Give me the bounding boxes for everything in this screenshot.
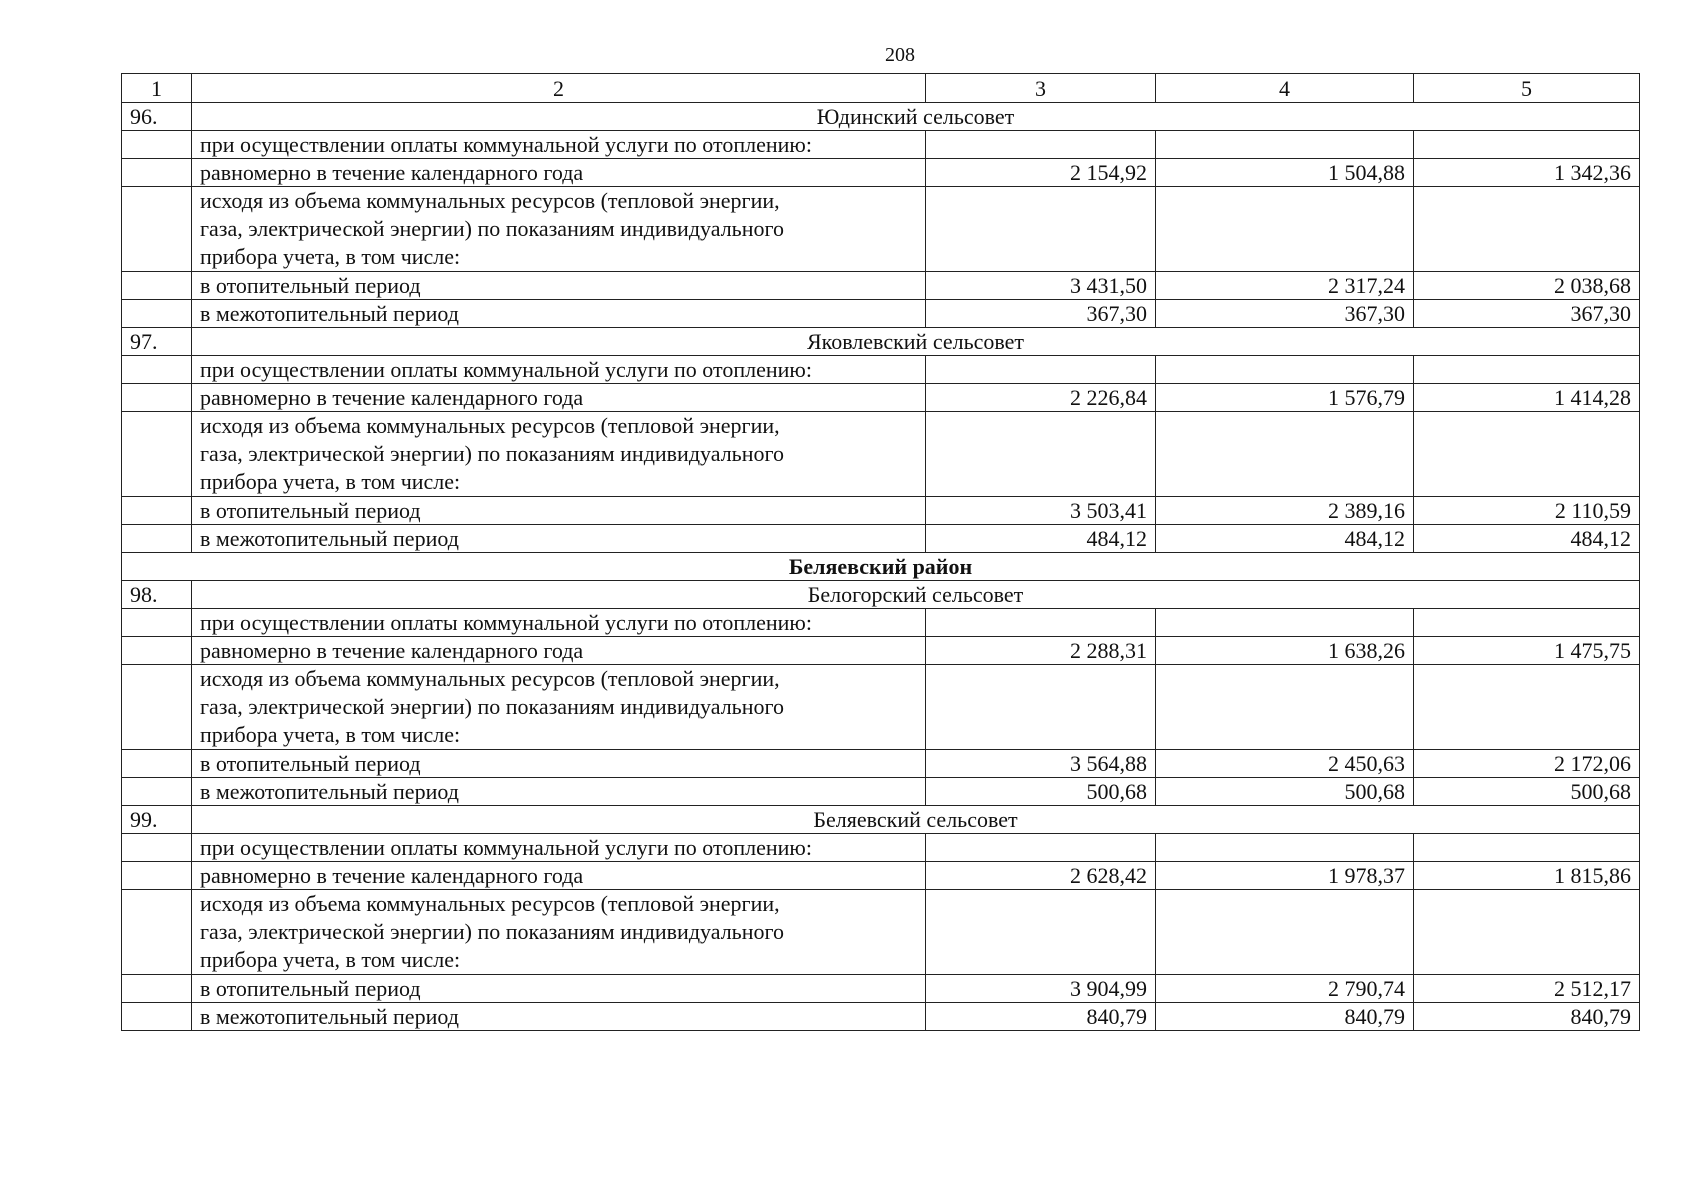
row-number-empty	[122, 637, 192, 665]
district-header-row	[122, 553, 1640, 581]
value-cell-empty	[1414, 187, 1640, 272]
value-cell: 500,68	[1414, 778, 1640, 806]
by-meter-row	[122, 412, 1640, 497]
row-label-multiline	[192, 187, 926, 272]
value-cell-empty	[1156, 412, 1414, 497]
value-cell: 1 414,28	[1414, 384, 1640, 412]
value-cell: 1 978,37	[1156, 862, 1414, 890]
row-number-empty	[122, 778, 192, 806]
value-cell: 840,79	[926, 1003, 1156, 1031]
row-label: в межотопительный период	[192, 300, 926, 328]
value-cell: 2 450,63	[1156, 750, 1414, 778]
value-cell: 3 564,88	[926, 750, 1156, 778]
section-title: Юдинский сельсовет	[192, 103, 1640, 131]
row-label-multiline	[192, 412, 926, 497]
value-cell: 840,79	[1414, 1003, 1640, 1031]
section-number: 96.	[122, 103, 192, 131]
value-cell-empty	[1156, 609, 1414, 637]
district-title: Беляевский район	[122, 553, 1640, 581]
value-cell-empty	[1414, 890, 1640, 975]
value-cell: 3 503,41	[926, 497, 1156, 525]
row-label: равномерно в течение календарного года	[192, 384, 926, 412]
value-cell: 2 172,06	[1414, 750, 1640, 778]
row-label: равномерно в течение календарного года	[192, 862, 926, 890]
value-cell: 367,30	[1156, 300, 1414, 328]
row-label: равномерно в течение календарного года	[192, 159, 926, 187]
heating-period-row	[122, 272, 1640, 300]
section-number: 97.	[122, 328, 192, 356]
value-cell: 367,30	[926, 300, 1156, 328]
value-cell: 1 342,36	[1414, 159, 1640, 187]
section-title: Беляевский сельсовет	[192, 806, 1640, 834]
value-cell-empty	[1156, 834, 1414, 862]
row-label-line: исходя из объема коммунальных ресурсов (тепловой энергии,	[200, 666, 780, 691]
header-col-1: 1	[122, 74, 192, 103]
evenly-row	[122, 862, 1640, 890]
section-number: 98.	[122, 581, 192, 609]
row-number-empty	[122, 890, 192, 975]
value-cell: 2 226,84	[926, 384, 1156, 412]
row-label-line: газа, электрической энергии) по показаниям индивидуального	[200, 216, 784, 241]
row-label: при осуществлении оплаты коммунальной услуги по отоплению:	[192, 131, 926, 159]
value-cell: 484,12	[926, 525, 1156, 553]
value-cell-empty	[1156, 890, 1414, 975]
evenly-row	[122, 637, 1640, 665]
row-label: при осуществлении оплаты коммунальной услуги по отоплению:	[192, 609, 926, 637]
row-label: в отопительный период	[192, 497, 926, 525]
row-label-line: прибора учета, в том числе:	[200, 469, 461, 494]
value-cell: 1 638,26	[1156, 637, 1414, 665]
row-number-empty	[122, 497, 192, 525]
row-label: равномерно в течение календарного года	[192, 637, 926, 665]
row-label-multiline	[192, 665, 926, 750]
table-header-row	[122, 74, 1640, 103]
value-cell: 3 431,50	[926, 272, 1156, 300]
row-number-empty	[122, 1003, 192, 1031]
payment-intro-row	[122, 356, 1640, 384]
row-label: в межотопительный период	[192, 1003, 926, 1031]
value-cell: 840,79	[1156, 1003, 1414, 1031]
section-header-row	[122, 103, 1640, 131]
header-col-2: 2	[192, 74, 926, 103]
value-cell-empty	[1414, 412, 1640, 497]
row-label-line: прибора учета, в том числе:	[200, 722, 461, 747]
row-label-line: прибора учета, в том числе:	[200, 947, 461, 972]
heating-period-row	[122, 750, 1640, 778]
value-cell: 2 628,42	[926, 862, 1156, 890]
value-cell: 1 475,75	[1414, 637, 1640, 665]
header-col-5: 5	[1414, 74, 1640, 103]
row-number-empty	[122, 300, 192, 328]
by-meter-row	[122, 187, 1640, 272]
value-cell-empty	[1156, 131, 1414, 159]
row-number-empty	[122, 525, 192, 553]
payment-intro-row	[122, 834, 1640, 862]
header-col-4: 4	[1156, 74, 1414, 103]
value-cell-empty	[1414, 834, 1640, 862]
row-label: в межотопительный период	[192, 525, 926, 553]
tariff-table	[121, 73, 1640, 1031]
value-cell: 2 038,68	[1414, 272, 1640, 300]
payment-intro-row	[122, 609, 1640, 637]
row-number-empty	[122, 609, 192, 637]
value-cell-empty	[926, 356, 1156, 384]
value-cell-empty	[1414, 609, 1640, 637]
value-cell: 2 154,92	[926, 159, 1156, 187]
section-number: 99.	[122, 806, 192, 834]
value-cell: 1 504,88	[1156, 159, 1414, 187]
section-header-row	[122, 806, 1640, 834]
value-cell-empty	[926, 131, 1156, 159]
section-title: Белогорский сельсовет	[192, 581, 1640, 609]
heating-period-row	[122, 497, 1640, 525]
row-label-line: исходя из объема коммунальных ресурсов (тепловой энергии,	[200, 891, 780, 916]
row-number-empty	[122, 131, 192, 159]
value-cell-empty	[926, 665, 1156, 750]
by-meter-row	[122, 665, 1640, 750]
value-cell: 2 790,74	[1156, 975, 1414, 1003]
value-cell: 3 904,99	[926, 975, 1156, 1003]
value-cell-empty	[1156, 356, 1414, 384]
row-label-line: газа, электрической энергии) по показаниям индивидуального	[200, 919, 784, 944]
row-label-multiline	[192, 890, 926, 975]
section-header-row	[122, 328, 1640, 356]
row-label: в межотопительный период	[192, 778, 926, 806]
by-meter-row	[122, 890, 1640, 975]
row-label: при осуществлении оплаты коммунальной услуги по отоплению:	[192, 356, 926, 384]
section-title: Яковлевский сельсовет	[192, 328, 1640, 356]
payment-intro-row	[122, 131, 1640, 159]
row-number-empty	[122, 187, 192, 272]
page-number: 208	[885, 44, 915, 66]
value-cell-empty	[926, 834, 1156, 862]
value-cell: 1 815,86	[1414, 862, 1640, 890]
value-cell: 500,68	[926, 778, 1156, 806]
row-label: в отопительный период	[192, 272, 926, 300]
row-number-empty	[122, 975, 192, 1003]
row-number-empty	[122, 384, 192, 412]
value-cell: 2 110,59	[1414, 497, 1640, 525]
value-cell: 1 576,79	[1156, 384, 1414, 412]
value-cell-empty	[926, 187, 1156, 272]
evenly-row	[122, 384, 1640, 412]
heating-period-row	[122, 975, 1640, 1003]
value-cell-empty	[1156, 665, 1414, 750]
value-cell: 484,12	[1414, 525, 1640, 553]
row-number-empty	[122, 159, 192, 187]
value-cell-empty	[1414, 131, 1640, 159]
row-label-line: исходя из объема коммунальных ресурсов (тепловой энергии,	[200, 188, 780, 213]
row-number-empty	[122, 665, 192, 750]
non-heating-period-row	[122, 1003, 1640, 1031]
row-number-empty	[122, 412, 192, 497]
row-number-empty	[122, 356, 192, 384]
value-cell-empty	[1414, 665, 1640, 750]
row-number-empty	[122, 272, 192, 300]
row-label: при осуществлении оплаты коммунальной услуги по отоплению:	[192, 834, 926, 862]
value-cell: 500,68	[1156, 778, 1414, 806]
row-number-empty	[122, 862, 192, 890]
value-cell: 484,12	[1156, 525, 1414, 553]
row-label-line: прибора учета, в том числе:	[200, 244, 461, 269]
non-heating-period-row	[122, 525, 1640, 553]
value-cell-empty	[926, 609, 1156, 637]
value-cell: 2 389,16	[1156, 497, 1414, 525]
row-label-line: исходя из объема коммунальных ресурсов (тепловой энергии,	[200, 413, 780, 438]
value-cell: 2 288,31	[926, 637, 1156, 665]
evenly-row	[122, 159, 1640, 187]
header-col-3: 3	[926, 74, 1156, 103]
row-number-empty	[122, 750, 192, 778]
row-label: в отопительный период	[192, 975, 926, 1003]
row-number-empty	[122, 834, 192, 862]
value-cell-empty	[1414, 356, 1640, 384]
value-cell: 2 512,17	[1414, 975, 1640, 1003]
row-label-line: газа, электрической энергии) по показаниям индивидуального	[200, 441, 784, 466]
value-cell: 2 317,24	[1156, 272, 1414, 300]
non-heating-period-row	[122, 300, 1640, 328]
value-cell: 367,30	[1414, 300, 1640, 328]
row-label-line: газа, электрической энергии) по показаниям индивидуального	[200, 694, 784, 719]
section-header-row	[122, 581, 1640, 609]
value-cell-empty	[926, 890, 1156, 975]
value-cell-empty	[1156, 187, 1414, 272]
value-cell-empty	[926, 412, 1156, 497]
row-label: в отопительный период	[192, 750, 926, 778]
non-heating-period-row	[122, 778, 1640, 806]
